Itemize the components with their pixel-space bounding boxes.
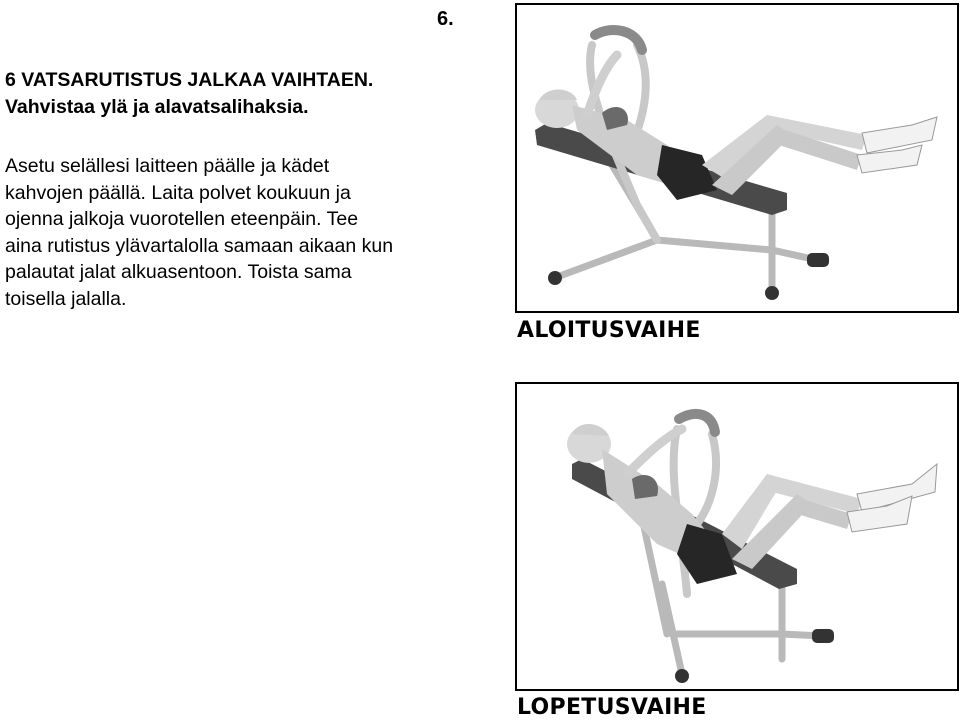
- exercise-instructions: [5, 153, 505, 312]
- end-position-caption: LOPETUSVAIHE: [517, 695, 707, 720]
- exercise-subtitle: Vahvistaa ylä ja alavatsalihaksia.: [5, 96, 309, 118]
- exercise-title: 6 VATSARUTISTUS JALKAA VAIHTAEN.: [5, 69, 374, 91]
- instruction-line: Asetu selällesi laitteen päälle ja kädet: [5, 155, 330, 177]
- start-position-caption: ALOITUSVAIHE: [517, 318, 701, 343]
- exercise-heading: [5, 67, 505, 121]
- page-number: 6.: [437, 8, 454, 30]
- instruction-line: ojenna jalkoja vuorotellen eteenpäin. Tee: [5, 208, 359, 230]
- end-position-illustration: [517, 384, 957, 689]
- instruction-line: toisella jalalla.: [5, 287, 127, 310]
- instruction-line: palautat jalat alkuasentoon. Toista sama: [5, 261, 352, 283]
- end-position-photo: [515, 382, 959, 691]
- start-position-photo: [515, 3, 959, 313]
- instruction-line: kahvojen päällä. Laita polvet koukuun ja: [5, 181, 351, 204]
- instruction-line: aina rutistus ylävartalolla samaan aikaan kun: [5, 234, 394, 257]
- start-position-illustration: [517, 5, 957, 311]
